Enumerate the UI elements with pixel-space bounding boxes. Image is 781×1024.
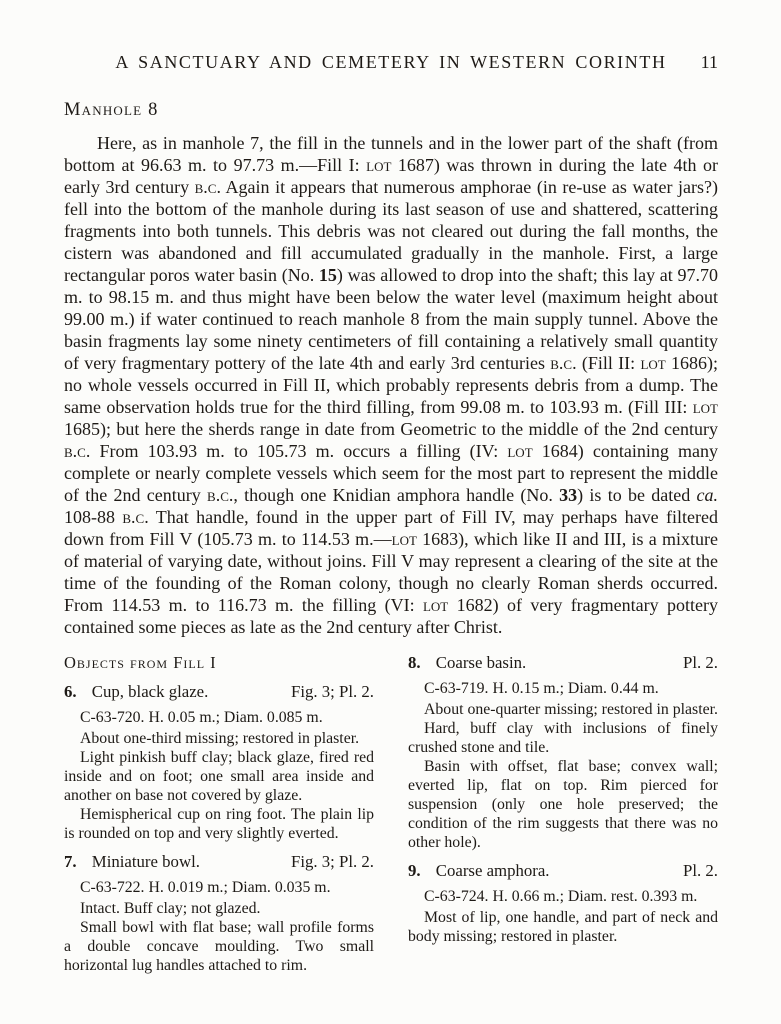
entry-paragraph: About one-quarter missing; restored in plaster. [424, 701, 718, 718]
entry-id-line: C-63-720. H. 0.05 m.; Diam. 0.085 m. [80, 709, 323, 726]
entry-title: Coarse basin. [435, 653, 527, 672]
catalog-entry-8 [408, 653, 718, 852]
running-title: A SANCTUARY AND CEMETERY IN WESTERN CORINTH [115, 52, 667, 72]
catalog-entry-9 [408, 861, 718, 946]
entry-paragraph: Hard, buff clay with inclusions of finely crushed stone and tile. [408, 720, 718, 756]
entry-plate-ref: Pl. 2. [683, 861, 718, 880]
entry-id-line: C-63-722. H. 0.019 m.; Diam. 0.035 m. [80, 879, 331, 896]
catalog-right-column [408, 653, 718, 975]
entry-title: Cup, black glaze. [91, 682, 209, 701]
page-header [64, 52, 718, 73]
entry-paragraph: Most of lip, one handle, and part of neck and body missing; restored in plaster. [408, 909, 718, 945]
entry-paragraph: Hemispherical cup on ring foot. The plain lip is rounded on top and very slightly everted. [64, 806, 374, 842]
catalog-heading: Objects from Fill I [64, 653, 217, 672]
entry-figure-ref: Fig. 3; Pl. 2. [291, 682, 374, 701]
catalog-section [64, 653, 718, 975]
catalog-entry-7 [64, 852, 374, 975]
entry-title: Miniature bowl. [91, 852, 200, 871]
intro-paragraph: Here, as in manhole 7, the fill in the tunnels and in the lower part of the shaft (from bottom at 96.63 m. to 97.73 m.—Fill I: lot 1687) was thrown in during the late 4th or early 3rd century b.c. Again it appears that numerous amphorae (in re-use as water jars?) fell into the bottom of the manhole during its last season of use and shattered, scattering fragments into both tunnels. This debris was not cleared out during the fall months, the cistern was abandoned and fill accumulated gradually in the manhole. First, a large rectangular poros water basin (No. 15) was allowed to drop into the shaft; this lay at 97.70 m. to 98.15 m. and thus might have been below the water level (maximum height about 99.00 m.) if water continued to reach manhole 8 from the main supply tunnel. Above the basin fragments lay some ninety centimeters of fill containing a relatively small quantity of very fragmentary pottery of the late 4th and early 3rd centuries b.c. (Fill II: lot 1686); no whole vessels occurred in Fill II, which probably represents debris from a dump. The same observation holds true for the third filling, from 99.08 m. to 103.93 m. (Fill III: lot 1685); but here the sherds range in date from Geometric to the middle of the 2nd century b.c. From 103.93 m. to 105.73 m. occurs a filling (IV: lot 1684) containing many complete or nearly complete vessels which seem for the most part to represent the middle of the 2nd century b.c., though one Knidian amphora handle (No. 33) is to be dated ca. 108-88 b.c. That handle, found in the upper part of Fill IV, may perhaps have filtered down from Fill V (105.73 m. to 114.53 m.—lot 1683), which like II and III, is a mixture of material of varying date, without joins. Fill V may represent a clearing of the site at the time of the founding of the Roman colony, though no clearly Roman sherds occurred. From 114.53 m. to 116.73 m. the filling (VI: lot 1682) of very fragmentary pottery contained some pieces as late as the 2nd century after Christ. [64, 133, 718, 637]
entry-id-line: C-63-719. H. 0.15 m.; Diam. 0.44 m. [424, 680, 659, 697]
catalog-left-column [64, 653, 374, 975]
entry-id-line: C-63-724. H. 0.66 m.; Diam. rest. 0.393 m. [424, 888, 698, 905]
entry-head [64, 682, 374, 702]
entry-title: Coarse amphora. [435, 861, 550, 880]
entry-paragraph: About one-third missing; restored in plaster. [80, 730, 360, 747]
entry-head [408, 861, 718, 881]
entry-plate-ref: Pl. 2. [683, 653, 718, 672]
entry-head [408, 653, 718, 673]
page-number: 11 [700, 52, 718, 72]
entry-paragraph: Light pinkish buff clay; black glaze, fired red inside and on foot; one small area inside and another on base not covered by glaze. [64, 749, 374, 804]
entry-paragraph: Basin with offset, flat base; convex wall; everted lip, flat on top. Rim pierced for suspension (only one hole preserved; the condition of the rim suggests that there was no other hole). [408, 758, 718, 851]
entry-head [64, 852, 374, 872]
entry-paragraph: Intact. Buff clay; not glazed. [80, 900, 261, 917]
entry-number: 7. [64, 852, 77, 871]
entry-number: 8. [408, 653, 421, 672]
entry-paragraph: Small bowl with flat base; wall profile forms a double concave moulding. Two small horizontal lug handles attached to rim. [64, 919, 374, 974]
section-heading: Manhole 8 [64, 100, 159, 120]
entry-figure-ref: Fig. 3; Pl. 2. [291, 852, 374, 871]
catalog-entry-6 [64, 682, 374, 843]
entry-number: 6. [64, 682, 77, 701]
entry-number: 9. [408, 861, 421, 880]
